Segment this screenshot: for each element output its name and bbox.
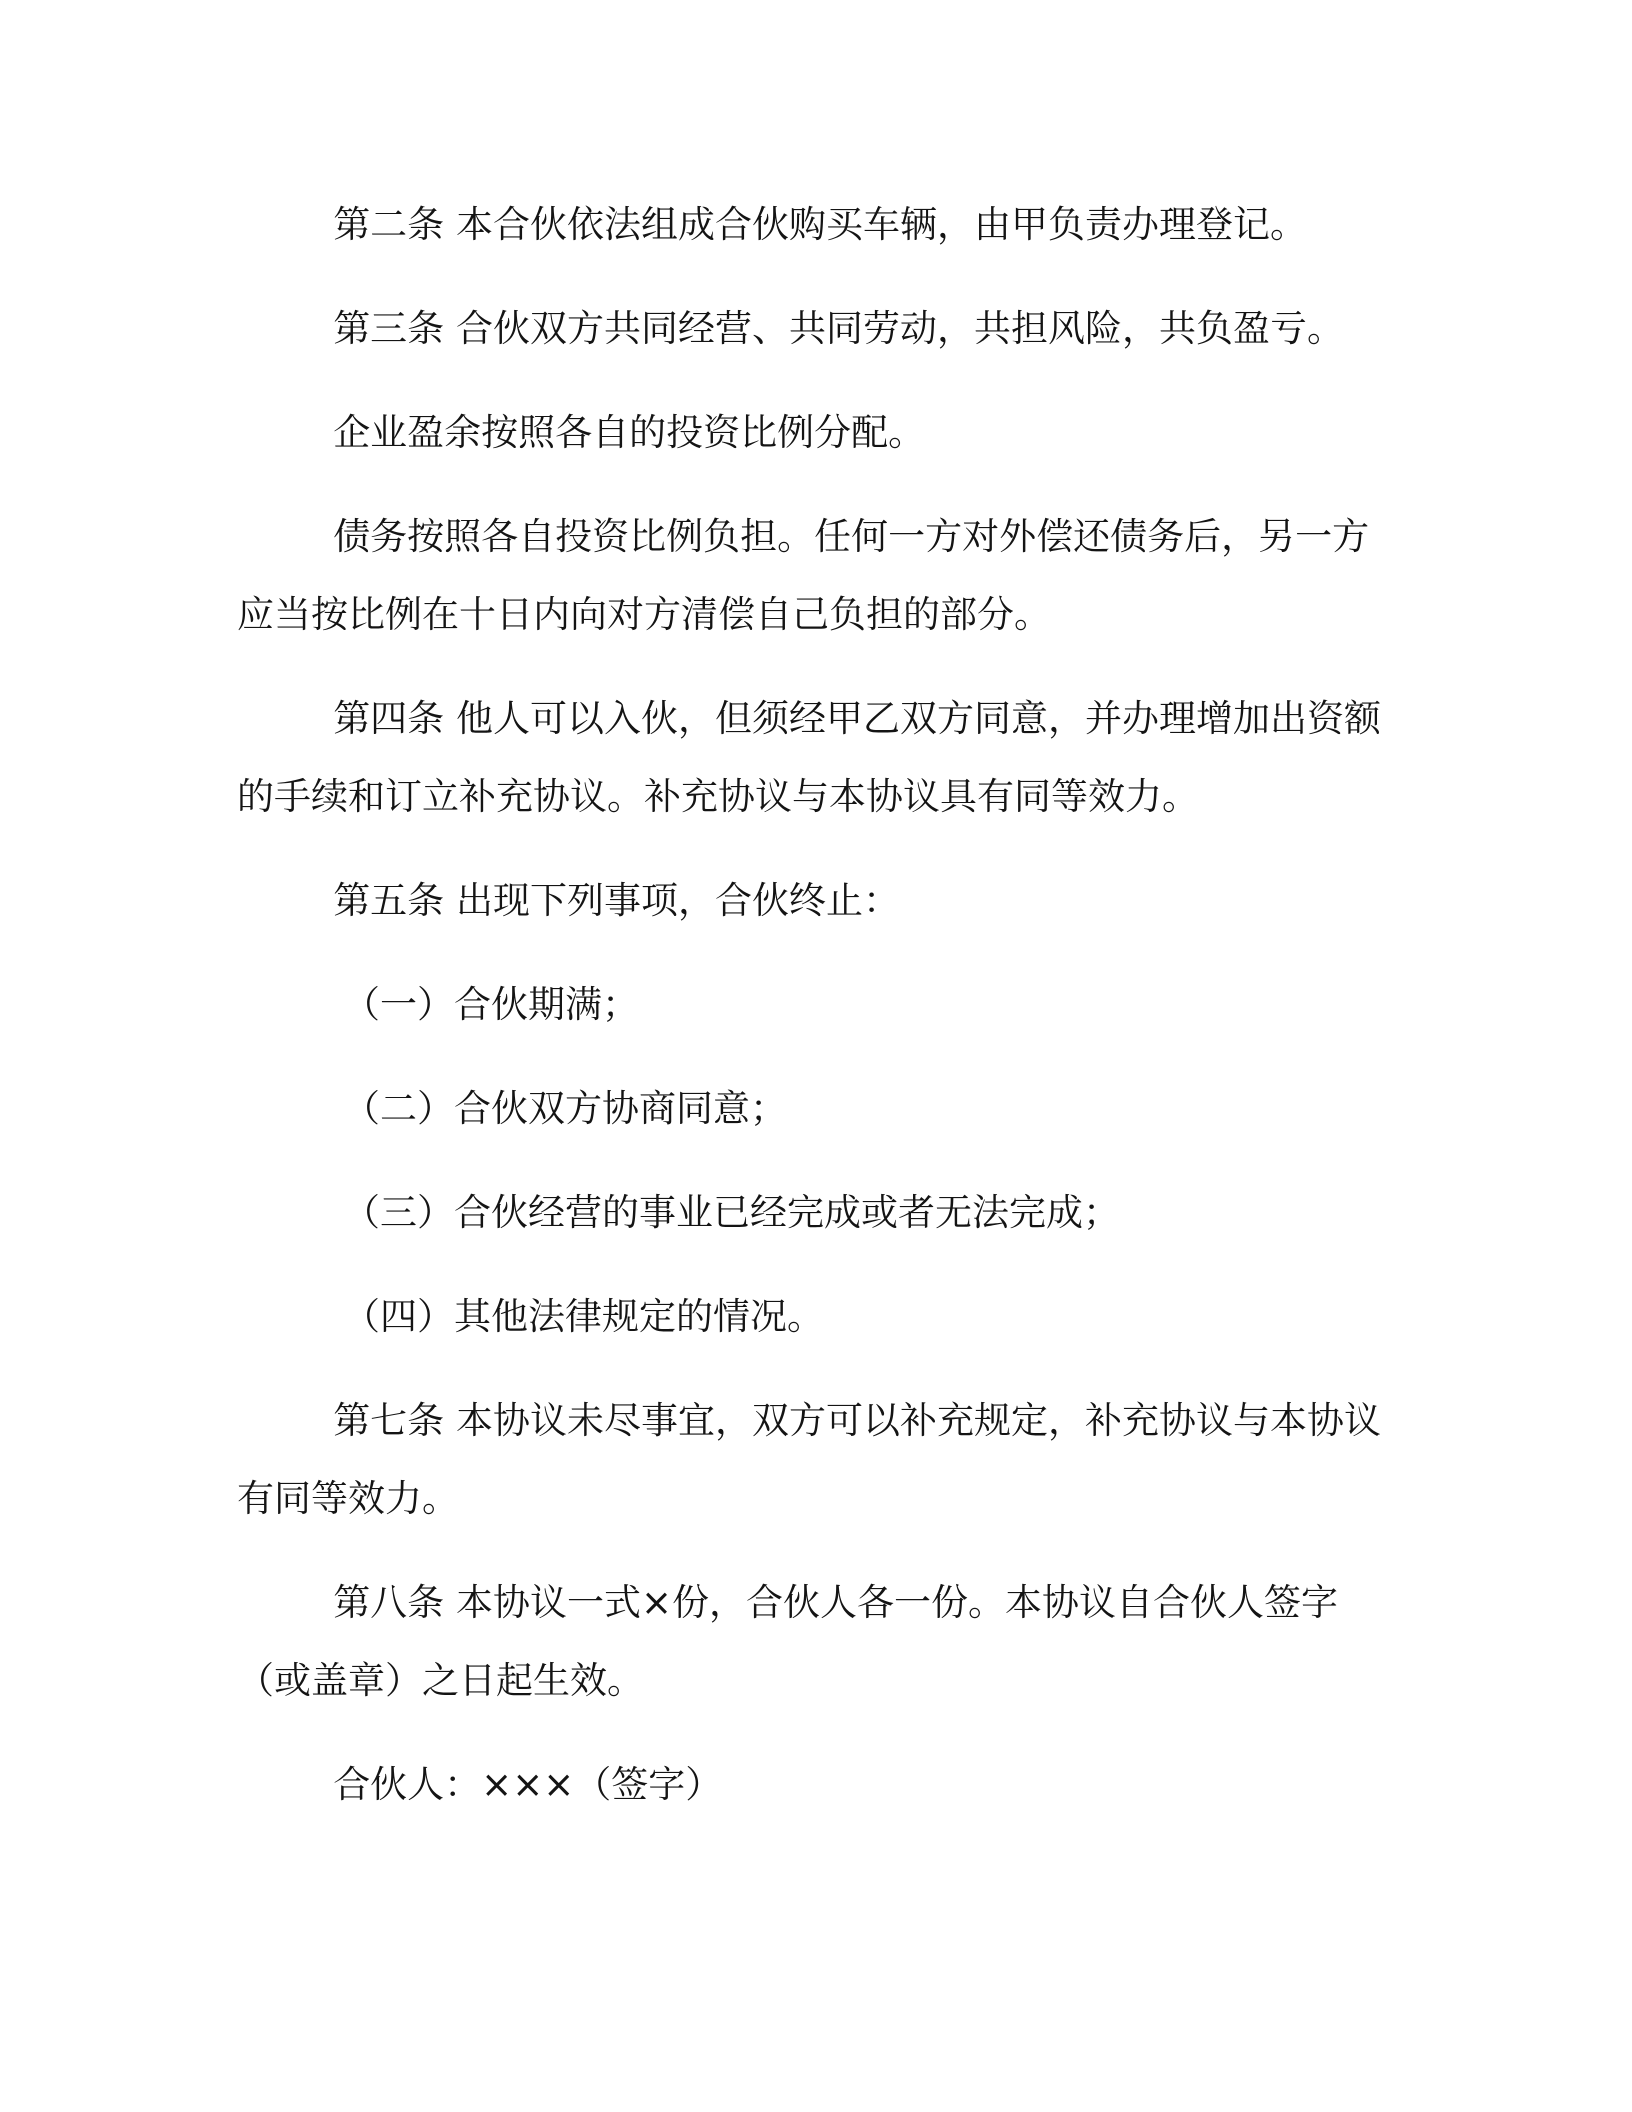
article-8-paragraph: 第八条 本协议一式×份，合伙人各一份。本协议自合伙人签字（或盖章）之日起生效。 [237, 1581, 1338, 1702]
article-5-paragraph: 第五条 出现下列事项，合伙终止： [333, 879, 900, 922]
article-3-paragraph: 第三条 合伙双方共同经营、共同劳动，共担风险，共负盈亏。 [333, 307, 1344, 350]
signature-line: 合伙人：×××（签字） [333, 1763, 723, 1806]
debt-paragraph: 债务按照各自投资比例负担。任何一方对外偿还债务后，另一方应当按比例在十日内向对方清偿自己负担的部分。 [237, 515, 1370, 636]
profit-distribution-paragraph: 企业盈余按照各自的投资比例分配。 [333, 411, 926, 454]
article-7-paragraph: 第七条 本协议未尽事宜，双方可以补充规定，补充协议与本协议有同等效力。 [237, 1399, 1381, 1520]
termination-item-4: （四）其他法律规定的情况。 [343, 1295, 824, 1338]
termination-item-3: （三）合伙经营的事业已经完成或者无法完成； [343, 1191, 1120, 1234]
article-4-paragraph: 第四条 他人可以入伙，但须经甲乙双方同意，并办理增加出资额的手续和订立补充协议。补充协议与本协议具有同等效力。 [237, 697, 1381, 818]
document-body [237, 186, 1387, 1850]
termination-item-1: （一）合伙期满； [343, 983, 639, 1026]
termination-item-2: （二）合伙双方协商同意； [343, 1087, 787, 1130]
article-2-paragraph: 第二条 本合伙依法组成合伙购买车辆，由甲负责办理登记。 [333, 203, 1307, 246]
